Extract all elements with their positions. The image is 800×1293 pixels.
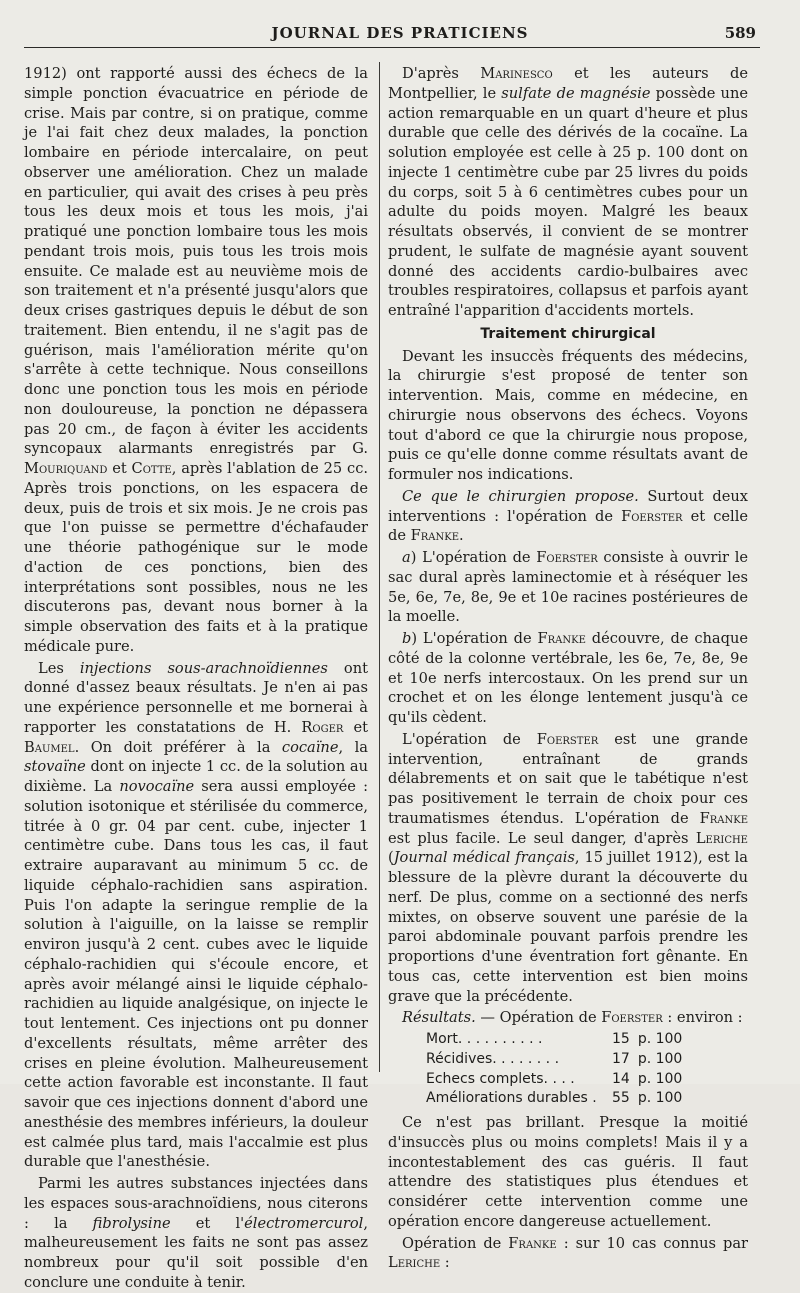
text-run: , après l'ablation de 25 cc. Après trois ponctions, on les espacera de deux, puis de trois et six mois. Je ne crois pas que l'on puisse se permettre d'échafauder une théorie pathogénique sur le mode d'action de ces ponctions, bien des interprétations sont possibles, nous ne les discuterons pas, devant nous borner à la simple observation des faits et à la pratique médicale pure. (24, 460, 369, 655)
right-column (388, 64, 748, 1273)
author-name: Foerster (536, 730, 599, 748)
author-name: Foerster (536, 549, 598, 566)
emphasis: Journal médical français (393, 849, 575, 867)
text-run: et les auteurs de Montpellier, le (388, 65, 749, 102)
author-name: Cotte (131, 460, 172, 477)
author-name: Franke (508, 1234, 557, 1252)
text-run: et (107, 460, 132, 477)
column-divider (379, 62, 380, 1072)
text-run: et (343, 718, 368, 736)
emphasis: b (402, 630, 412, 647)
header-rule (24, 47, 760, 48)
emphasis: fibrolysine (92, 1214, 171, 1232)
left-column (24, 64, 368, 1293)
paragraph-franke-results (388, 1234, 748, 1274)
result-unit: p. 100 (637, 1090, 683, 1107)
table-row (422, 1070, 686, 1090)
result-unit: p. 100 (637, 1070, 683, 1087)
author-name: Marinesco (480, 65, 553, 82)
text-run: , la (338, 738, 368, 756)
paragraph-ponction (24, 64, 368, 657)
author-name: Foerster (621, 507, 683, 525)
text-run: : environ : (662, 1009, 743, 1027)
result-value: 17 (612, 1050, 630, 1067)
result-label: Améliorations durables . (426, 1090, 597, 1107)
author-name: Baumel (24, 738, 75, 756)
text-run: dont on injecte 1 cc. de la solution au dixième. La (24, 758, 368, 795)
text-run: , 15 juillet 1912), est la blessure de la plèvre durant la découverte du nerf. De plus, comme on a sectionné des nerfs mixtes, on observe souvent une parésie de la paroi abdominale pouvant parfois prendre les proportions d'une éventration fort gênante. En tous cas, cette intervention est bien moins grave que la précédente. (388, 849, 748, 1005)
journal-title: JOURNAL DES PRATICIENS (271, 24, 529, 42)
emphasis: Résultats. (402, 1009, 476, 1027)
text-run: et l' (170, 1214, 245, 1232)
emphasis: a (402, 549, 411, 566)
result-value: 15 (612, 1031, 630, 1047)
text-run: ( (388, 849, 394, 867)
result-unit: p. 100 (637, 1031, 683, 1047)
text-run: . On doit préférer à la (74, 738, 282, 756)
table-row (422, 1050, 686, 1070)
text-run: est plus facile. Le seul danger, d'après (388, 829, 696, 847)
result-label: Mort. . . . . . . . . . (426, 1031, 543, 1047)
text-run: — Opération de (475, 1009, 602, 1027)
text-run: consiste à ouvrir le sac dural après laminectomie et à réséquer les 5e, 6e, 7e, 8e, 9e et 10e racines postérieures de la moelle. (388, 549, 748, 626)
author-name: Franke (410, 527, 460, 545)
author-name: Leriche (695, 829, 748, 847)
text-run: D'après (402, 65, 481, 82)
paragraph-resultats-intro (388, 1008, 748, 1028)
paragraph-chirurgie-intro: Devant les insuccès fréquents des médecins, la chirurgie s'est proposé de tenter son intervention. Mais, comme en médecine, en chirurgie nous observons des échecs. Voyons tout d'abord ce que la chirurgie nous propose, puis ce qu'elle donne comme résultats avant de formuler nos indications. (388, 347, 748, 483)
text-run: ont donné d'assez beaux résultats. Je n'en ai pas une expérience personnelle et me bornerai à rapporter les constatations de H. (24, 659, 368, 736)
page-header (0, 20, 800, 44)
author-name: Franke (699, 809, 748, 827)
emphasis: Ce que le chirurgien propose. (402, 487, 639, 505)
paragraph-sulfate (388, 64, 748, 321)
text-run: Surtout deux interventions : l'opération de (388, 487, 748, 525)
section-heading: Traitement chirurgical (480, 325, 656, 342)
emphasis: cocaïne (281, 738, 339, 756)
emphasis: injections sous-arachnoïdiennes (79, 659, 328, 677)
text-run: Les (38, 659, 80, 677)
text-run: Parmi les autres substances injectées dans les espaces sous-arachnoïdiens, nous citerons : la (24, 1175, 368, 1232)
emphasis: électromercurol (244, 1214, 364, 1232)
emphasis: novocaïne (119, 778, 195, 795)
paragraph-autres-substances (24, 1174, 368, 1293)
text-run: ) L'opération de (410, 549, 537, 566)
result-label: Echecs complets. . . . (426, 1070, 575, 1087)
text-run: découvre, de chaque côté de la colonne vertébrale, les 6e, 7e, 8e, 9e et 10e nerfs intercostaux. On les prend sur un crochet et on les élonge lentement jusqu'à ce qu'ils cèdent. (388, 630, 748, 726)
text-run: possède une action remarquable en un quart d'heure et plus durable que celle des dérivés de la cocaïne. La solution employée est celle à 25 p. 100 dont on injecte 1 centimètre cube par 25 livres du poids du corps, soit 5 à 6 centimètres cubes pour un adulte du poids moyen. Malgré les beaux résultats observés, il convient de se montrer prudent, le sulfate de magnésie ayant souvent donné des accidents cardio-bulbaires avec troubles respiratoires, collapsus et parfois ayant entraîné l'apparition d'accidents mortels. (388, 84, 748, 319)
author-name: Foerster (601, 1009, 663, 1027)
text-run: est une grande intervention, entraînant de grands délabrements et on sait que le tabétique n'est pas positivement le terrain de choix pour ces traumatismes étendus. L'opération de (388, 730, 748, 827)
text-run: Opération de (402, 1234, 509, 1252)
table-row (422, 1089, 686, 1109)
author-name: Mouriquand (24, 460, 108, 477)
result-label: Récidives. . . . . . . . (426, 1050, 560, 1067)
text-run: : sur 10 cas connus par (556, 1234, 749, 1252)
paragraph-injections (24, 659, 368, 1173)
page-number: 589 (724, 24, 756, 42)
emphasis: sulfate de magnésie (501, 84, 651, 102)
emphasis: stovaïne (24, 758, 86, 776)
paragraph-comparaison (388, 730, 748, 1007)
text-run: : (440, 1254, 450, 1272)
author-name: Franke (537, 630, 586, 647)
result-unit: p. 100 (637, 1050, 683, 1067)
result-value: 14 (612, 1070, 630, 1087)
paragraph-propositions (388, 487, 748, 546)
results-table (422, 1030, 686, 1109)
text-run: , malheureusement les faits ne sont pas assez nombreux pour qu'il soit possible d'en conclure une conduite à tenir. (24, 1214, 368, 1291)
text-run: ) L'opération de (411, 630, 538, 647)
paragraph-operation-b (388, 629, 748, 728)
paragraph-conclusion: Ce n'est pas brillant. Presque la moitié d'insuccès plus ou moins complets! Mais il y a incontestablement des cas guéris. Il faut attendre des statistiques plus étendues et considérer cette intervention comme une opération encore dangereuse actuellement. (388, 1114, 748, 1230)
text-run: . (459, 527, 464, 545)
text-run: 1912) ont rapporté aussi des échecs de la simple ponction évacuatrice en période de crise. Mais par contre, si on pratique, comme je l'ai fait chez deux malades, la ponction lombaire en période intercalaire, on peut observer une amélioration. Chez un malade en particulier, qui avait des crises à peu près tous les deux mois et tous les mois, j'ai pratiqué une ponction lombaire tous les mois pendant trois mois, puis tous les trois mois ensuite. Ce malade est au neuvième mois de son traitement et n'a présenté jusqu'alors que deux crises gastriques depuis le début de son traitement. Bien entendu, il ne s'agit pas de guérison, mais l'amélioration mérite qu'on s'arrête à cette technique. Nous conseillons donc une ponction tous les mois en période non douloureuse, la ponction ne dépassera pas 20 cm., de façon à éviter les accidents syncopaux alarmants enregistrés par G. (24, 65, 368, 458)
paragraph-operation-a (388, 548, 748, 627)
table-row (422, 1030, 686, 1050)
text-run: sera aussi employée : solution isotonique et stérilisée du commerce, titrée à 0 gr. 04 par cent. cube, injecter 1 centimètre cube. Dans tous les cas, il faut extraire auparavant au minimum 5 cc. de liquide céphalo-rachidien sans aspiration. Puis l'on adapte la seringue remplie de la solution à l'aiguille, on la laisse se remplir environ jusqu'à 2 cent. cubes avec le liquide céphalo-rachidien qui s'écoule encore, et après avoir mélangé ainsi le liquide céphalo-rachidien au liquide analgésique, on injecte le tout lentement. Ces injections ont pu donner d'excellents résultats, même arrêter des crises en pleine évolution. Malheureusement cette action favorable est inconstante. Il faut savoir que ces injections donnent d'abord une anesthésie des membres inférieurs, la douleur est calmée plus tard, mais l'accalmie est plus durable que l'anesthésie. (24, 778, 369, 1171)
text-run: L'opération de (402, 730, 537, 748)
text-run: et celle de (388, 507, 749, 545)
result-value: 55 (612, 1090, 630, 1107)
author-name: Leriche (388, 1254, 441, 1272)
author-name: Roger (301, 718, 344, 736)
